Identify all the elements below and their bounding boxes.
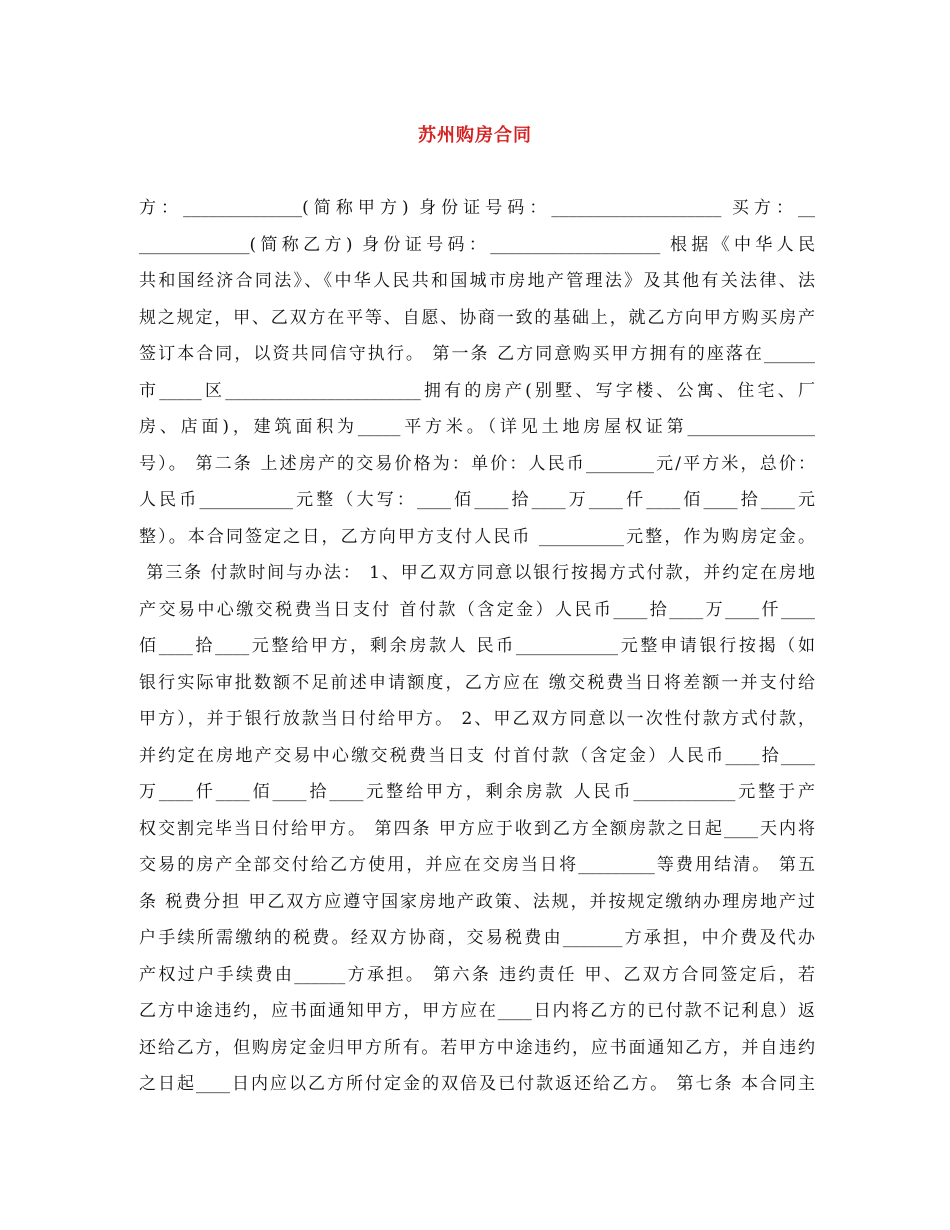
body-line: 条 税费分担 甲乙双方应遵守国家房地产政策、法规，并按规定缴纳办理房地产过 <box>139 891 815 912</box>
body-line: 房、店面)，建筑面积为_____平方米。（详见土地房屋权证第_______________ <box>139 417 815 437</box>
body-line: 人民币___________元整（大写：____佰____拾____万____仟____佰____拾____元 <box>139 490 815 510</box>
body-line: 还给乙方，但购房定金归甲方所有。若甲方中途违约，应书面通知乙方，并自违约 <box>139 1037 815 1058</box>
body-line: 整）。本合同签定之日，乙方向甲方支付人民币 __________元整，作为购房定金。 <box>139 526 815 547</box>
body-line: 产交易中心缴交税费当日支付 首付款（含定金）人民币____拾____万____仟____ <box>139 599 815 620</box>
body-line: 权交割完毕当日付给甲方。 第四条 甲方应于收到乙方全额房款之日起____天内将 <box>139 818 815 839</box>
document-title: 苏州购房合同 <box>418 125 532 146</box>
body-line: 产权过户手续费由______方承担。 第六条 违约责任 甲、乙双方合同签定后，若 <box>139 964 815 985</box>
body-line: 方：______________(简称甲方) 身份证号码：____________________ 买方：__ <box>139 198 815 218</box>
body-line: 万____仟____佰____拾____元整给甲方，剩余房款 人民币____________元整于产 <box>139 782 815 802</box>
body-line: 之日起____日内应以乙方所付定金的双倍及已付款返还给乙方。 第七条 本合同主 <box>139 1074 815 1094</box>
body-line: 银行实际审批数额不足前述申请额度，乙方应在 缴交税费当日将差额一并支付给 <box>139 672 815 693</box>
body-line: 共和国经济合同法》、《中华人民共和国城市房地产管理法》及其他有关法律、法 <box>139 271 815 291</box>
body-line: 户手续所需缴纳的税费。经双方协商，交易税费由_______方承担，中介费及代办 <box>139 928 815 948</box>
body-line: 交易的房产全部交付给乙方使用，并应在交房当日将_________等费用结清。 第五 <box>139 855 815 875</box>
body-line: 市_____区_______________________拥有的房产(别墅、写字楼、公寓、住宅、厂 <box>139 380 815 401</box>
body-line: 乙方中途违约，应书面通知甲方，甲方应在____日内将乙方的已付款不记利息）返 <box>139 1001 815 1021</box>
body-line: 甲方），并于银行放款当日付给甲方。 2、甲乙双方同意以一次性付款方式付款， <box>139 709 815 729</box>
body-line: 并约定在房地产交易中心缴交税费当日支 付首付款（含定金）人民币____拾____ <box>139 745 815 766</box>
body-line: 签订本合同，以资共同信守执行。 第一条 乙方同意购买甲方拥有的座落在______ <box>139 344 815 364</box>
body-line: 第三条 付款时间与办法： 1、甲乙双方同意以银行按揭方式付款，并约定在房地 <box>139 563 815 583</box>
contract-body <box>139 190 815 1103</box>
body-line: 佰____拾____元整给甲方，剩余房款人 民币____________元整申请银行按揭（如 <box>139 636 815 656</box>
body-line: 号）。 第二条 上述房产的交易价格为：单价：人民币________元/平方米，总价： <box>139 453 815 474</box>
body-line: _____________(简称乙方) 身份证号码：____________________ 根据《中华人民 <box>139 234 815 255</box>
body-line: 规之规定，甲、乙双方在平等、自愿、协商一致的基础上，就乙方向甲方购买房产 <box>139 307 815 328</box>
